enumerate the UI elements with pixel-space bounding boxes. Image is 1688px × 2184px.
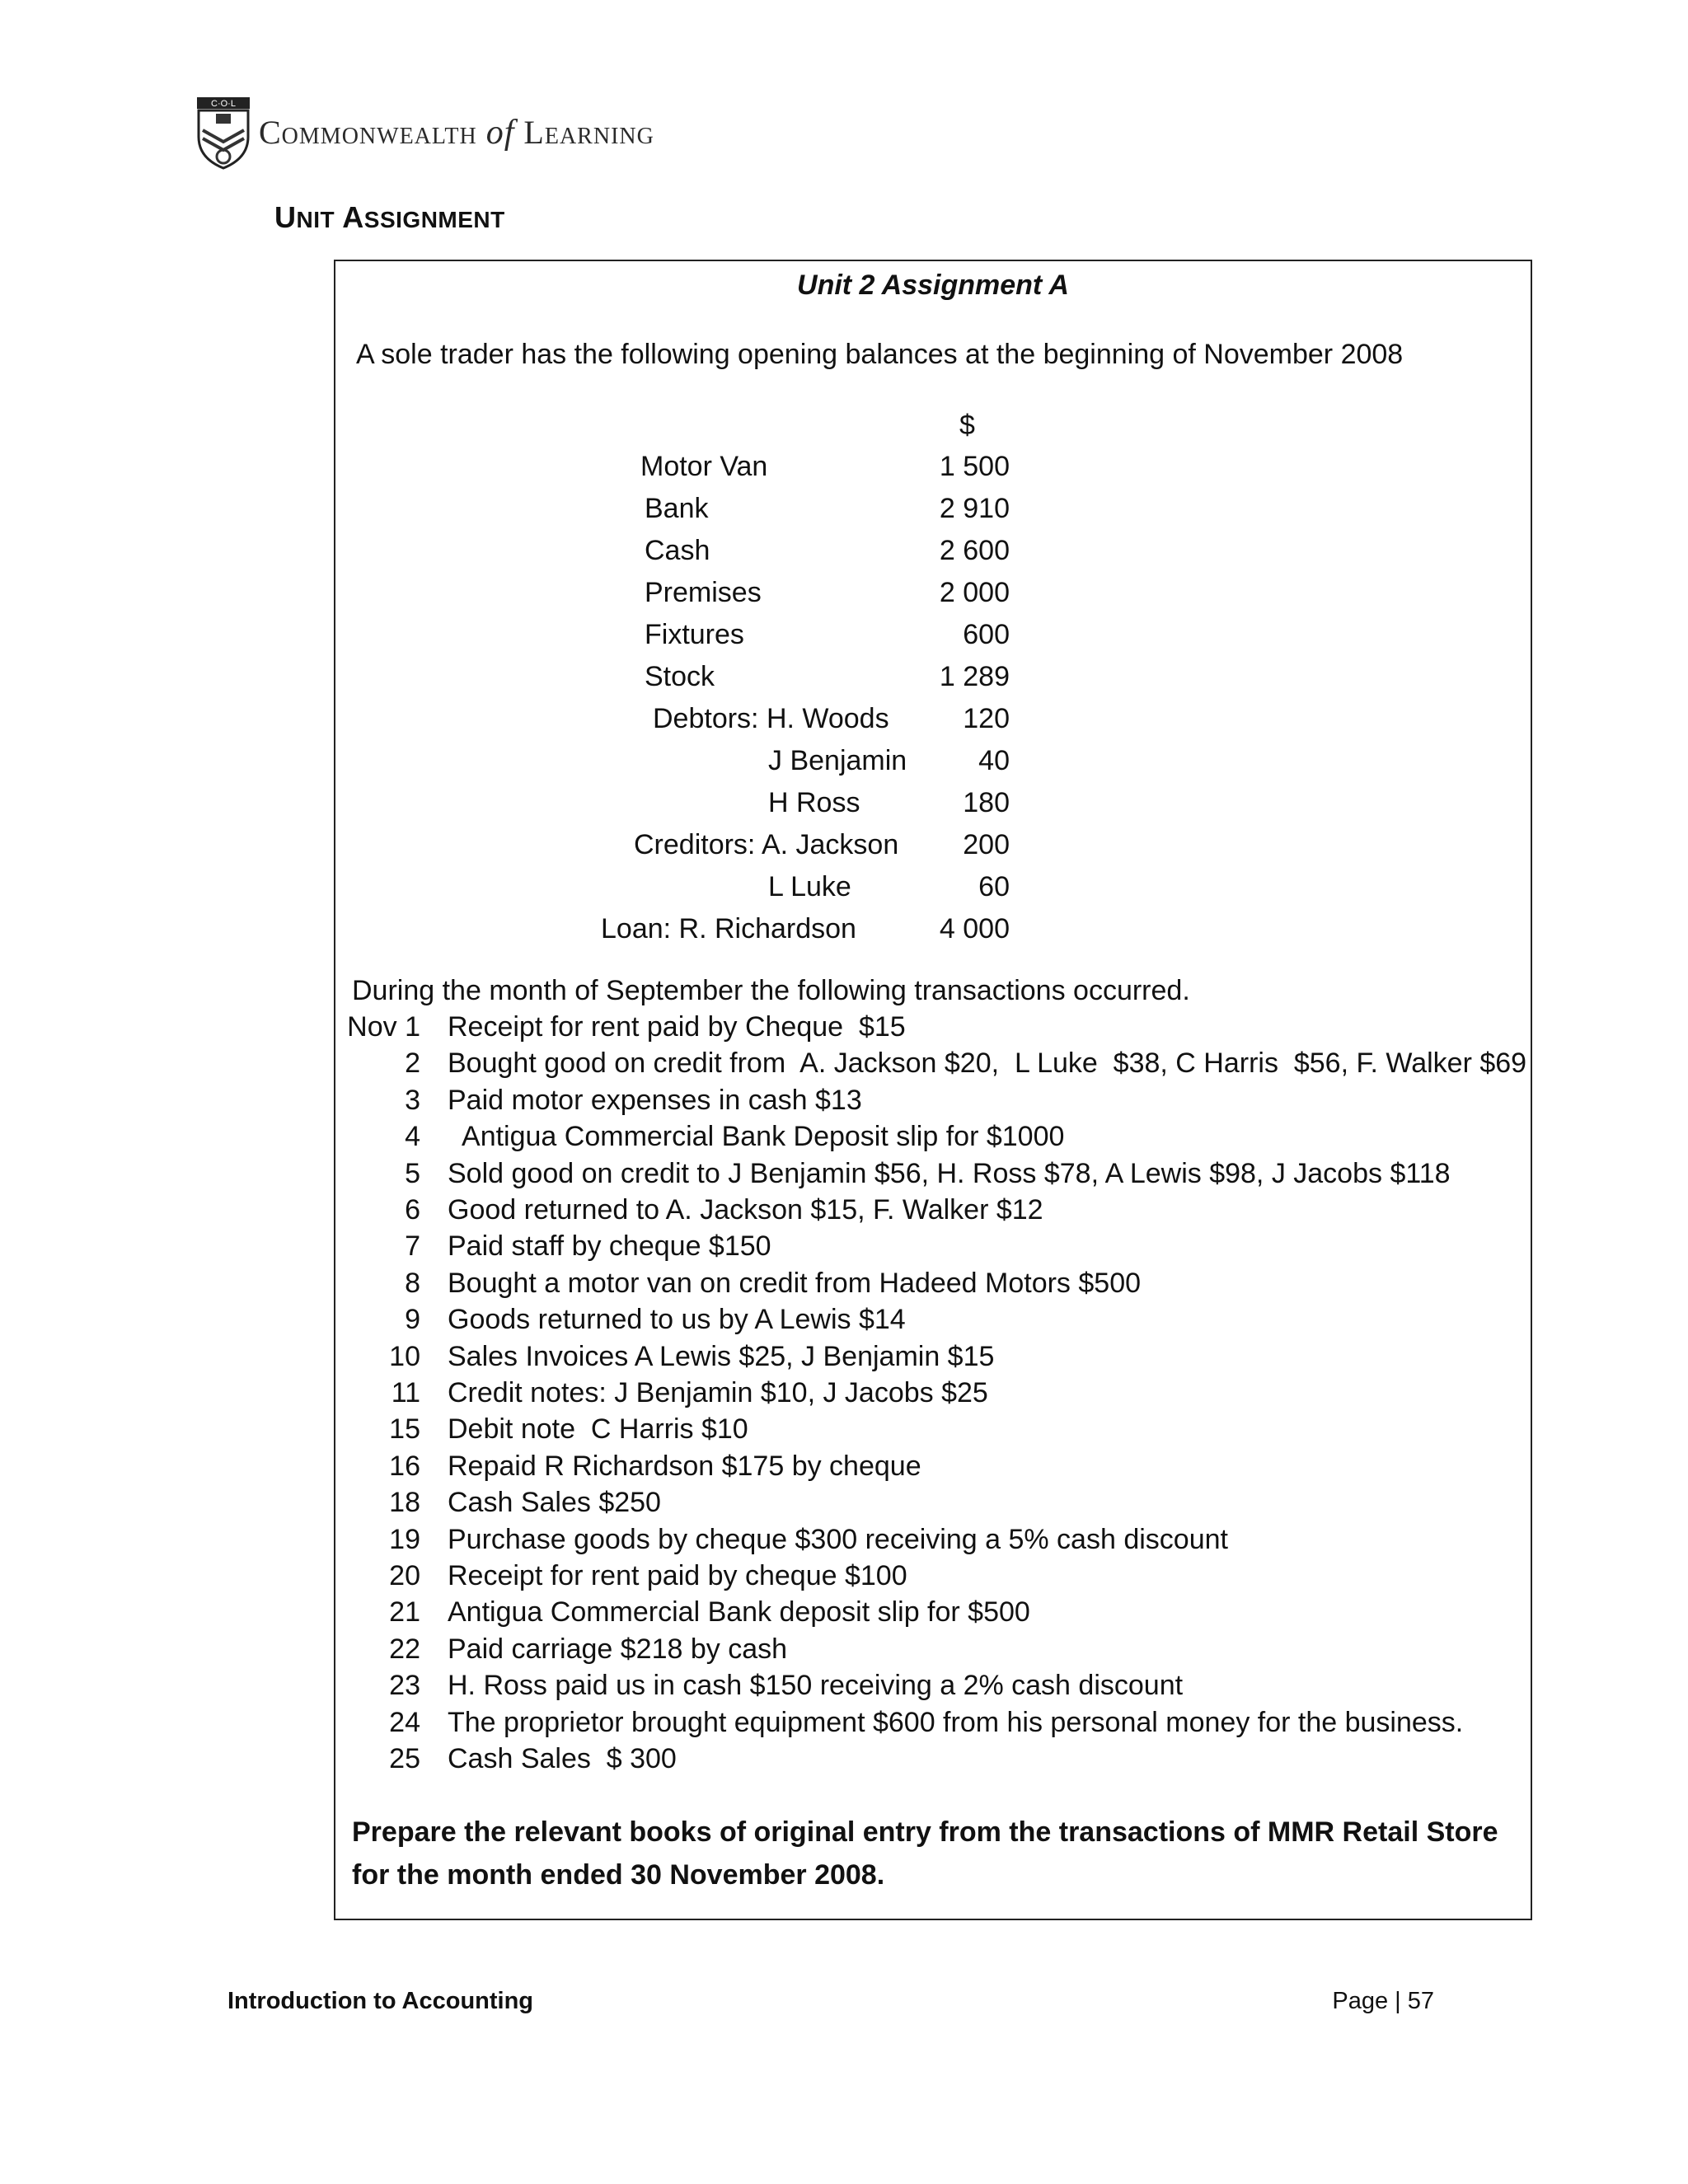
footer-course-title: Introduction to Accounting xyxy=(227,1988,534,2014)
logo-word-of: of xyxy=(485,114,515,152)
transaction-text: Paid staff by cheque $150 xyxy=(448,1230,771,1263)
balance-account: Motor Van xyxy=(640,451,768,482)
logo-wordmark xyxy=(259,113,654,152)
transaction-day: 19 xyxy=(389,1523,420,1555)
transaction-day: 16 xyxy=(389,1450,420,1482)
transaction-day: 21 xyxy=(389,1596,420,1629)
transaction-day: 24 xyxy=(389,1706,420,1738)
balance-account: Premises xyxy=(645,577,762,608)
transaction-day: 8 xyxy=(405,1267,420,1299)
balance-amount: 1 500 xyxy=(939,451,1010,482)
balance-account: Stock xyxy=(645,661,715,692)
balance-account: J Benjamin xyxy=(768,745,907,776)
transaction-text: Receipt for rent paid by Cheque $15 xyxy=(448,1011,906,1043)
transaction-text: Good returned to A. Jackson $15, F. Walker $12 xyxy=(448,1194,1043,1226)
transaction-text: Paid carriage $218 by cash xyxy=(448,1633,788,1665)
transaction-day: 3 xyxy=(405,1084,420,1116)
transaction-day: 23 xyxy=(389,1670,420,1702)
balance-account: Debtors: H. Woods xyxy=(653,703,889,734)
transaction-text: Paid motor expenses in cash $13 xyxy=(448,1084,862,1116)
transaction-text: Purchase goods by cheque $300 receiving a 5% cash discount xyxy=(448,1523,1228,1555)
logo-word-learning: Learning xyxy=(523,114,654,151)
col-shield-icon xyxy=(195,96,252,170)
transaction-text: Bought good on credit from A. Jackson $20, L Luke $38, C Harris $56, F. Walker $69 xyxy=(448,1047,1527,1080)
transaction-text: Cash Sales $ 300 xyxy=(448,1743,677,1774)
balance-account: Creditors: A. Jackson xyxy=(634,829,899,860)
transaction-day: 4 xyxy=(405,1121,420,1153)
transaction-day: 18 xyxy=(389,1487,420,1519)
balance-account: H Ross xyxy=(768,787,860,818)
task-instruction: Prepare the relevant books of original entry from the transactions of MMR Retail Store for the month ended 30 November 2008. xyxy=(352,1816,1498,1891)
transaction-text: Debit note C Harris $10 xyxy=(448,1413,748,1446)
balance-amount: 40 xyxy=(978,745,1010,776)
balance-amount: 2 910 xyxy=(939,493,1010,524)
transaction-day: 7 xyxy=(405,1230,420,1263)
transaction-day: 9 xyxy=(405,1304,420,1336)
transaction-day: 11 xyxy=(391,1377,420,1408)
assignment-box xyxy=(334,260,1532,1920)
balance-account: Loan: R. Richardson xyxy=(601,913,856,944)
transaction-text: Sales Invoices A Lewis $25, J Benjamin $15 xyxy=(448,1340,995,1372)
assignment-title: Unit 2 Assignment A xyxy=(797,269,1069,301)
balance-amount: 4 000 xyxy=(939,913,1010,944)
footer-page-number: Page | 57 xyxy=(1332,1988,1434,2014)
transaction-text: Receipt for rent paid by cheque $100 xyxy=(448,1560,907,1591)
commonwealth-of-learning-logo xyxy=(195,96,654,170)
balance-account: Fixtures xyxy=(645,619,744,650)
balance-amount: 1 289 xyxy=(939,661,1010,692)
transaction-day: 22 xyxy=(389,1633,420,1665)
logo-word-commonwealth: Commonwealth xyxy=(259,114,477,151)
balance-account: L Luke xyxy=(768,871,851,902)
balance-account: Bank xyxy=(645,493,709,524)
balance-amount: 2 000 xyxy=(939,577,1010,608)
transaction-day: 2 xyxy=(405,1047,420,1080)
currency-symbol: $ xyxy=(959,410,975,441)
balance-amount: 180 xyxy=(963,787,1010,818)
transaction-text: The proprietor brought equipment $600 from his personal money for the business. xyxy=(448,1706,1464,1738)
transaction-day: 6 xyxy=(405,1194,420,1226)
balance-amount: 200 xyxy=(963,829,1010,860)
transaction-day: 15 xyxy=(389,1413,420,1446)
transaction-text: Antigua Commercial Bank Deposit slip for $1000 xyxy=(448,1121,1065,1153)
opening-balances-intro: A sole trader has the following opening balances at the beginning of November 2008 xyxy=(356,339,1404,370)
svg-text:C·O·L: C·O·L xyxy=(211,99,236,109)
transaction-text: H. Ross paid us in cash $150 receiving a 2% cash discount xyxy=(448,1670,1184,1702)
unit-assignment-heading: UNIT ASSIGNMENT xyxy=(274,200,505,234)
transaction-text: Cash Sales $250 xyxy=(448,1487,661,1519)
transaction-text: Bought a motor van on credit from Hadeed Motors $500 xyxy=(448,1267,1142,1299)
transaction-text: Goods returned to us by A Lewis $14 xyxy=(448,1304,906,1336)
balance-amount: 600 xyxy=(963,619,1010,650)
balance-account: Cash xyxy=(645,535,710,566)
transaction-day: 5 xyxy=(405,1157,420,1189)
transaction-text: Repaid R Richardson $175 by cheque xyxy=(448,1450,921,1482)
balance-amount: 120 xyxy=(963,703,1010,734)
transaction-day: 10 xyxy=(389,1340,420,1372)
balance-amount: 60 xyxy=(978,871,1010,902)
transaction-day: 25 xyxy=(389,1743,420,1774)
transaction-text: Credit notes: J Benjamin $10, J Jacobs $25 xyxy=(448,1377,988,1408)
balance-amount: 2 600 xyxy=(939,535,1010,566)
transaction-day: 20 xyxy=(389,1560,420,1591)
transaction-day: Nov 1 xyxy=(347,1011,420,1043)
transactions-intro: During the month of September the following transactions occurred. xyxy=(352,975,1190,1006)
transaction-text: Sold good on credit to J Benjamin $56, H. Ross $78, A Lewis $98, J Jacobs $118 xyxy=(448,1157,1451,1189)
transaction-text: Antigua Commercial Bank deposit slip for $500 xyxy=(448,1596,1030,1629)
